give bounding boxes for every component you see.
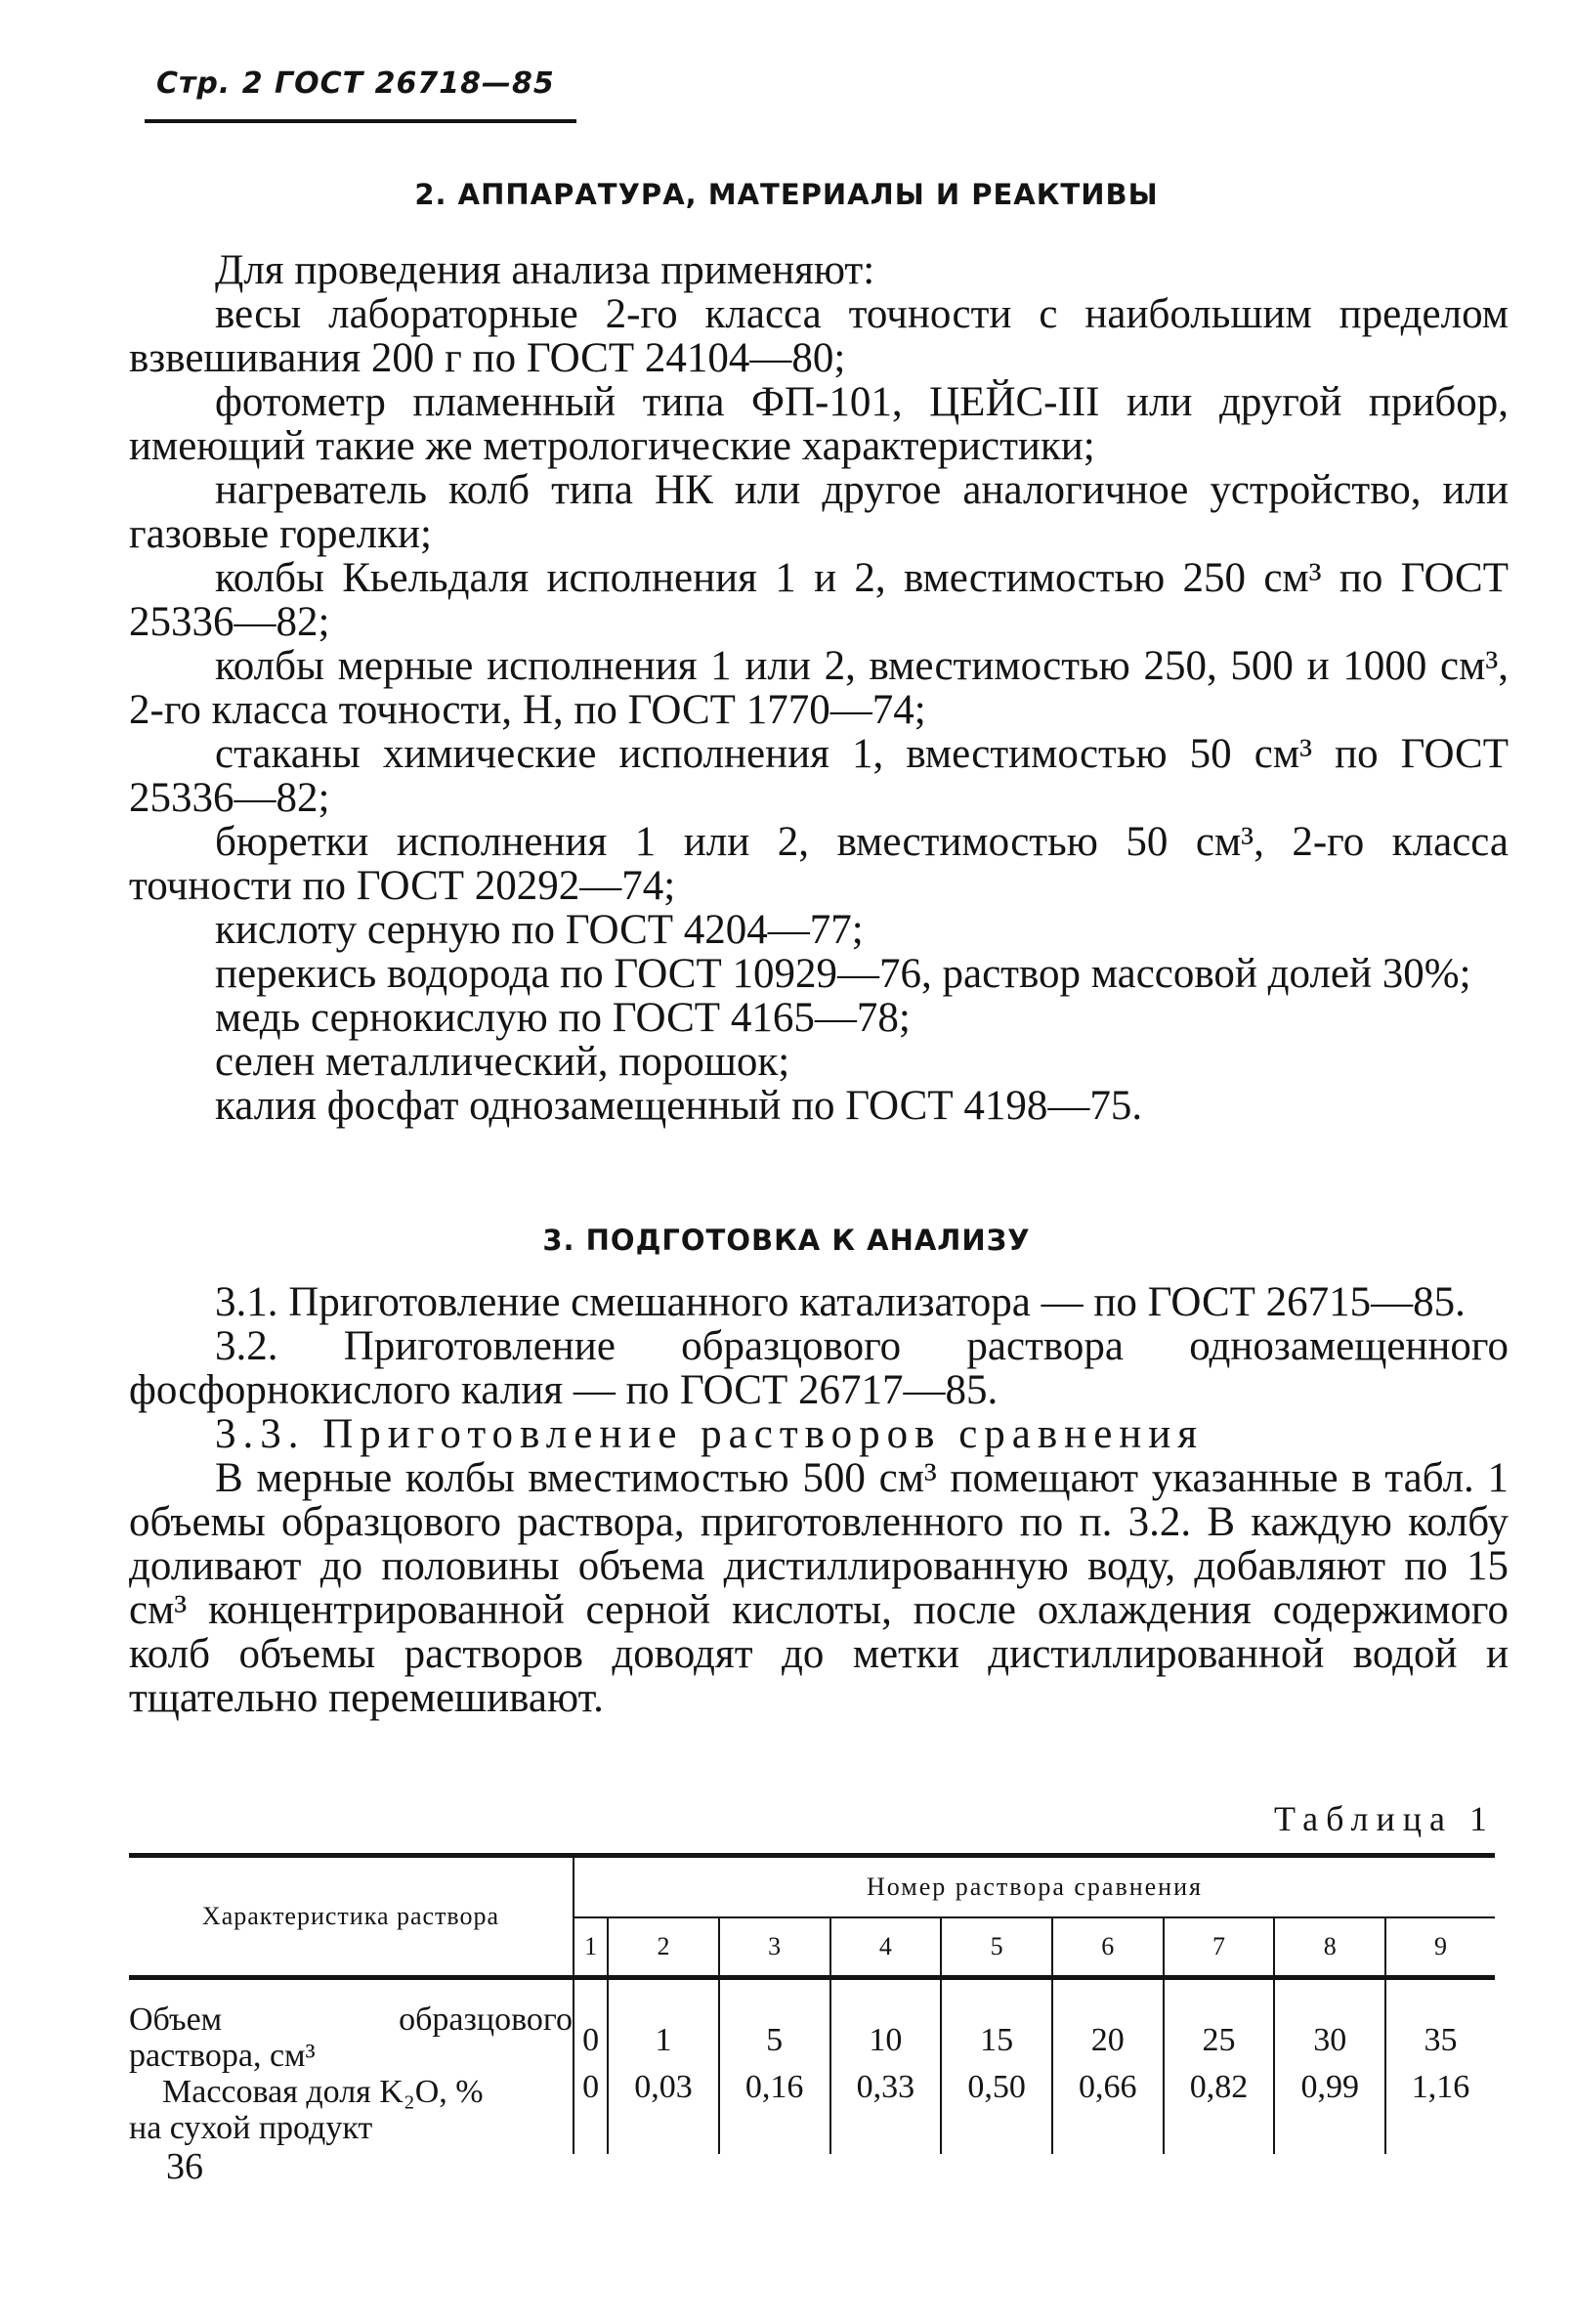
table-cell: 5 [719, 1978, 830, 2060]
row-label-k2o: Массовая доля K₂O, % [162, 2074, 484, 2110]
header-rule [145, 119, 576, 123]
table-caption: Таблица 1 [1274, 1799, 1495, 1838]
paragraph-3-3-heading: 3.3. Приготовление растворов сравнения [215, 1411, 1205, 1457]
equipment-item: селен металлический, порошок; [215, 1039, 790, 1085]
row-label-k2o-rest: на сухой продукт [129, 2110, 373, 2146]
page-header: Стр. 2 ГОСТ 26718—85 [156, 66, 555, 101]
equipment-item: стаканы химические исполнения 1, вместимостью 50 см³ по ГОСТ 25336—82; [129, 731, 1509, 821]
table-cell: 35 [1424, 2022, 1458, 2059]
row-label-volume [129, 2001, 573, 2074]
column-number: 6 [1052, 1917, 1164, 1978]
column-number: 1 [574, 1917, 608, 1978]
table-cell: 30 [1274, 1978, 1385, 2060]
column-number: 9 [1385, 1917, 1495, 1978]
equipment-item: колбы мерные исполнения 1 или 2, вместимостью 250, 500 и 1000 см³, 2-го класса точности, Н, по ГОСТ 1770—74; [129, 643, 1509, 733]
column-number: 2 [608, 1917, 719, 1978]
row-label-volume-rest: раствора, см³ [129, 2038, 316, 2074]
equipment-item: кислоту серную по ГОСТ 4204—77; [215, 907, 864, 953]
equipment-intro: Для проведения анализа применяют: [215, 247, 875, 293]
column-number: 4 [830, 1917, 942, 1978]
table-cell: 0,16 [719, 2059, 830, 2154]
row-label-volume-word1: Объем [129, 2001, 223, 2038]
table-cell: 1,16 [1411, 2069, 1470, 2106]
page-number: 36 [166, 2146, 203, 2187]
column-group-header: Номер раствора сравнения [574, 1856, 1495, 1918]
equipment-item: калия фосфат однозамещенный по ГОСТ 4198—75. [215, 1083, 1143, 1129]
section-3-body [129, 1280, 1509, 1720]
column-number: 3 [719, 1917, 830, 1978]
table-cell: 1 [608, 1978, 719, 2060]
column-number: 7 [1164, 1917, 1275, 1978]
column-number: 8 [1274, 1917, 1385, 1978]
table-cell: 0 [574, 1978, 608, 2060]
table-cell: 10 [830, 1978, 942, 2060]
table-cell: 0,50 [941, 2059, 1052, 2154]
paragraph-3-3-text: В мерные колбы вместимостью 500 см³ помещают указанные в табл. 1 объемы образцового раствора, приготовленного по п. 3.2. В каждую колбу доливают до половины объема дистиллированную воду, добавляют по 15 см³ концентрированной серной кислоты, после охлаждения содержимого колб объемы растворов доводят до метки дистиллированной водой и тщательно перемешивают. [129, 1455, 1509, 1721]
table-cell: 0,82 [1164, 2059, 1275, 2154]
equipment-item: нагреватель колб типа НК или другое аналогичное устройство, или газовые горелки; [129, 467, 1509, 557]
table-1 [129, 1853, 1495, 2154]
paragraph-3-2: 3.2. Приготовление образцового раствора однозамещенного фосфорнокислого калия — по ГОСТ 26717—85. [129, 1323, 1509, 1413]
table-cell: 25 [1164, 1978, 1275, 2060]
paragraph-3-1: 3.1. Приготовление смешанного катализатора — по ГОСТ 26715—85. [215, 1279, 1466, 1325]
column-header-characteristic: Характеристика раствора [129, 1856, 574, 1978]
equipment-item: перекись водорода по ГОСТ 10929—76, раствор массовой долей 30%; [215, 951, 1471, 997]
equipment-item: весы лабораторные 2-го класса точности с наибольшим пределом взвешивания 200 г по ГОСТ 24104—80; [129, 291, 1509, 381]
table-cell: 0 [574, 2059, 608, 2154]
equipment-item: медь сернокислую по ГОСТ 4165—78; [215, 995, 911, 1041]
section-3-title: 3. ПОДГОТОВКА К АНАЛИЗУ [542, 1224, 1031, 1257]
table-cell: 15 [941, 1978, 1052, 2060]
section-2-title: 2. АППАРАТУРА, МАТЕРИАЛЫ И РЕАКТИВЫ [414, 178, 1159, 211]
column-number: 5 [941, 1917, 1052, 1978]
table-cell: 0,03 [608, 2059, 719, 2154]
table-cell: 0,99 [1274, 2059, 1385, 2154]
equipment-item: бюретки исполнения 1 или 2, вместимостью 50 см³, 2-го класса точности по ГОСТ 20292—74; [129, 819, 1509, 909]
row-label-volume-word2: образцового [399, 2001, 573, 2038]
equipment-item: фотометр пламенный типа ФП-101, ЦЕЙС-III или другой прибор, имеющий такие же метрологические характеристики; [129, 379, 1509, 469]
equipment-item: колбы Кьельдаля исполнения 1 и 2, вместимостью 250 см³ по ГОСТ 25336—82; [129, 555, 1509, 645]
table-row-volume [129, 1978, 1495, 2060]
section-2-body [129, 248, 1509, 1128]
row-labels-cell [129, 1978, 574, 2155]
table-cell: 20 [1052, 1978, 1164, 2060]
table-cell: 0,66 [1052, 2059, 1164, 2154]
table-cell: 0,33 [830, 2059, 942, 2154]
